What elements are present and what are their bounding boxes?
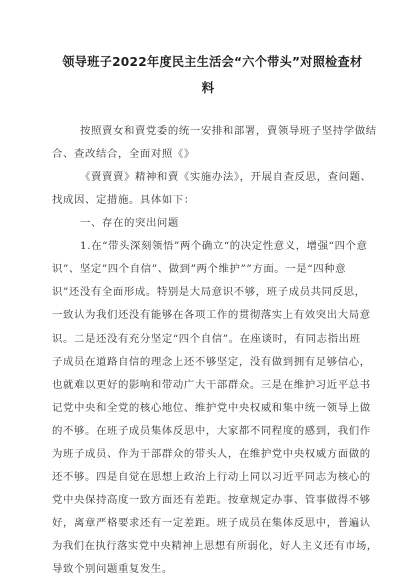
body-line-1: 按照賣女和賣党委的统一安排和部署，賣领导班子坚持学做结 (80, 125, 377, 137)
body-line-3: 《賣賣賣》精神和賣《实施办法》，开展自查反思，查问题、 (80, 171, 372, 184)
body-line-4: 找成因、定措施。具体如下： (52, 194, 195, 207)
body-line-15: 为班子成员、作为干部群众的带头人，在维护党中央权威方面做的 (52, 447, 371, 460)
body-line-14: 的不够。在班子成员集体反思中，大家都不同程度的感到，我们作 (52, 424, 371, 437)
body-line-2: 合、查改结合，全面对照《》 (52, 148, 195, 161)
section-heading: 一、存在的突出问题 (80, 217, 179, 230)
document-title-line-2: 料 (201, 80, 215, 95)
body-line-19: 为我们在执行落实党中央精神上思想有所弱化，好人主义还有市场， (52, 539, 378, 552)
body-line-20: 导致个别问题重复发生。 (52, 563, 173, 575)
document-title-line-1: 领导班子2022年度民主生活会“六个带头”对照检查材 (62, 54, 363, 69)
body-line-18: 好，离章严格要求还有一定差距。班子成员在集体反思中，普遍认 (52, 516, 371, 529)
body-line-13: 记党中央和全党的核心地位、维护党中央权威和集中统一领导上做 (52, 401, 371, 414)
body-line-10: 识。二是还没有充分坚定“四个自信”。在座谈时，有同志指出班 (52, 332, 361, 345)
body-line-12: 也就难以更好的影响和带动广大干部群众。三是在维护习近平总书 (52, 378, 371, 391)
body-line-11: 子成员在道路自信的理念上还不够坚定，没有做到拥有足够信心， (52, 355, 371, 368)
body-line-7: 识”、坚定”四个自信”、做到”两个维护””方面。一是“四种意 (52, 263, 347, 276)
body-line-17: 党中央保持高度一致方面还有差距。按章规定办事、管事做得不够 (52, 493, 371, 506)
body-line-9: 一致认为我们还没有能够在各项工作的贯彻落实上有效突出大局意 (52, 309, 371, 322)
body-line-6: 1.在“带头深刻领悟”两个确立“的决定性意义，增强“四个意 (80, 240, 368, 253)
body-line-16: 还不够。四是自觉在思想上政治上行动上同以习近平同志为核心的 (52, 470, 371, 483)
body-line-8: 识”还没有全面形成。特别是大局意识不够，班子成员共同反思， (52, 286, 366, 299)
